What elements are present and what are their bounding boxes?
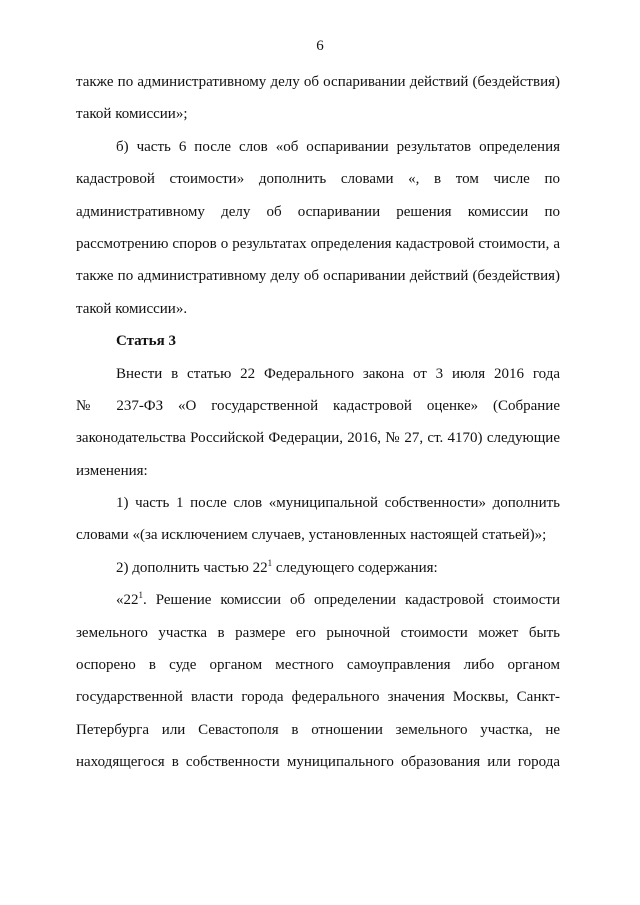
text-line: также по административному делу об оспаривании действий (бездействия) [76,268,560,285]
text-line [76,552,560,584]
text-line [76,584,560,616]
superscript: 1 [267,557,273,568]
text-line: такой комиссии»; [76,106,188,123]
document-body [76,66,560,779]
text-fragment: . Решение комиссии об определении кадастровой стоимости [143,592,560,609]
text-line: законодательства Российской Федерации, 2016, № 27, ст. 4170) следующие [76,430,560,447]
text-line: № 237-ФЗ «О государственной кадастровой оценке» (Собрание [76,397,560,414]
page-number: 6 [316,38,324,54]
text-line: земельного участка в размере его рыночной стоимости может быть [76,624,560,641]
text-line: Петербурга или Севастополя в отношении земельного участка, не [76,721,560,738]
text-fragment: 2) дополнить частью 22 [116,559,268,576]
text-line: 1) часть 1 после слов «муниципальной собственности» дополнить [116,495,560,512]
text-line: б) часть 6 после слов «об оспаривании результатов определения [116,138,560,155]
text-line: рассмотрению споров о результатах определения кадастровой стоимости, а [76,235,560,252]
article-heading: Статья 3 [116,333,176,350]
superscript: 1 [138,590,143,601]
text-line: Внести в статью 22 Федерального закона от 3 июля 2016 года [116,365,560,382]
text-line: государственной власти города федерального значения Москвы, Санкт- [76,689,560,706]
text-fragment: следующего содержания: [275,559,438,576]
text-line: изменения: [76,462,148,479]
text-line: также по административному делу об оспаривании действий (бездействия) [76,74,560,90]
text-fragment: «22 [116,592,139,609]
text-line: находящегося в собственности муниципального образования или города [76,754,560,771]
text-line: административному делу об оспаривании решения комиссии по [76,203,560,220]
text-line: кадастровой стоимости» дополнить словами «, в том числе по [76,171,560,188]
text-line: оспорено в суде органом местного самоуправления либо органом [76,657,560,674]
text-line: такой комиссии». [76,300,188,317]
text-line: словами «(за исключением случаев, установленных настоящей статьей)»; [76,527,547,544]
